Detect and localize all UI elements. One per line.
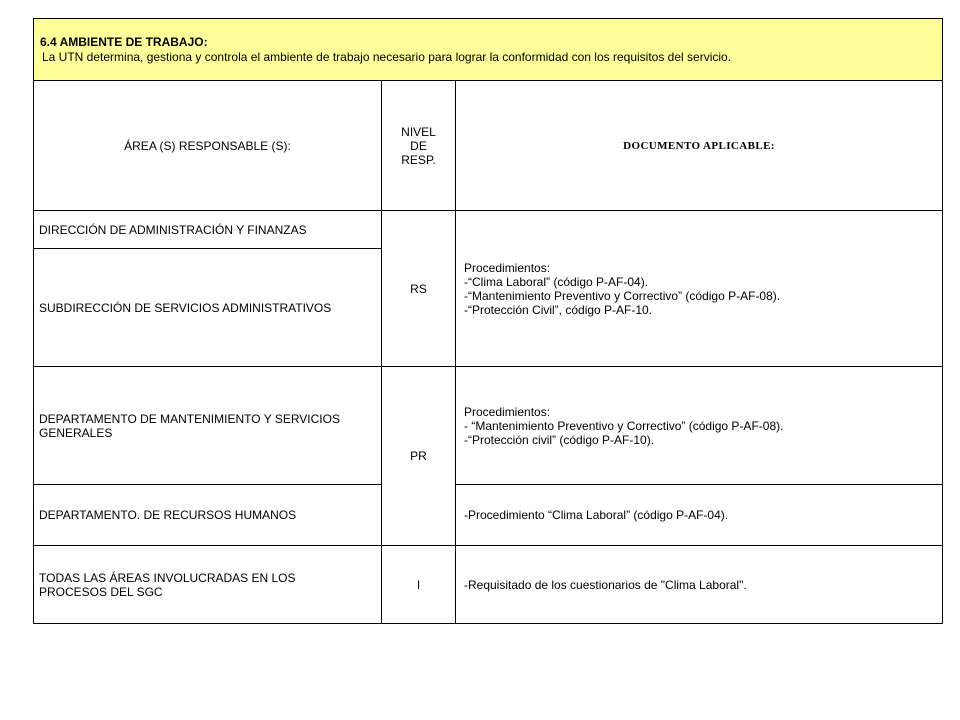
- level-value: RS: [410, 281, 427, 296]
- column-header-level-line: RESP.: [401, 152, 436, 167]
- area-name-line: PROCESOS DEL SGC: [39, 584, 163, 599]
- section-title: 6.4 AMBIENTE DE TRABAJO:: [40, 35, 208, 49]
- document-line: -Requisitado de los cuestionarios de "Clima Laboral".: [464, 577, 747, 592]
- document-line: - “Mantenimiento Preventivo y Correctivo” (código P-AF-08).: [464, 418, 784, 433]
- area-name-line: DEPARTAMENTO DE MANTENIMIENTO Y SERVICIOS: [39, 411, 340, 426]
- document-line: Procedimientos:: [464, 404, 551, 419]
- document-line: -“Protección Civil”, código P-AF-10.: [464, 302, 653, 317]
- column-header-row: [34, 81, 943, 211]
- column-header-area-label: ÁREA (S) RESPONSABLE (S):: [124, 138, 291, 153]
- area-cell: [34, 211, 382, 249]
- area-cell: [34, 249, 382, 367]
- area-name-line: TODAS LAS ÁREAS INVOLUCRADAS EN LOS: [39, 570, 296, 585]
- document-line: -“Clima Laboral” (código P-AF-04).: [464, 274, 649, 289]
- level-value: I: [416, 577, 421, 592]
- table-row: [34, 546, 943, 624]
- document-cell: [456, 211, 943, 367]
- level-cell: [382, 367, 456, 546]
- column-header-document-label: DOCUMENTO APLICABLE:: [623, 140, 775, 152]
- document-cell: [456, 485, 943, 546]
- table-row: [34, 211, 943, 249]
- column-header-level-line: DE: [410, 138, 427, 153]
- section-header: [34, 19, 943, 81]
- document-cell: [456, 546, 943, 624]
- area-cell: [34, 546, 382, 624]
- level-value: PR: [410, 449, 427, 463]
- area-name-line: GENERALES: [39, 425, 113, 440]
- level-cell: [382, 211, 456, 367]
- column-header-document: [456, 81, 943, 211]
- area-name: SUBDIRECCIÓN DE SERVICIOS ADMINISTRATIVOS: [39, 300, 332, 315]
- column-header-area: [34, 81, 382, 211]
- document-line: Procedimientos:: [464, 260, 551, 275]
- procedure-table: [33, 18, 943, 624]
- column-header-level: [382, 81, 456, 211]
- table-row: [34, 367, 943, 485]
- section-header-row: [34, 19, 943, 81]
- area-name: DIRECCIÓN DE ADMINISTRACIÓN Y FINANZAS: [39, 222, 307, 237]
- table-row: [34, 485, 943, 546]
- document-line: -“Protección civil” (código P-AF-10).: [464, 432, 655, 447]
- document-line: -“Mantenimiento Preventivo y Correctivo” (código P-AF-08).: [464, 288, 781, 303]
- area-cell: [34, 367, 382, 485]
- area-name: DEPARTAMENTO. DE RECURSOS HUMANOS: [39, 508, 297, 522]
- document-line: -Procedimiento “Clima Laboral” (código P-AF-04).: [464, 508, 729, 522]
- area-cell: [34, 485, 382, 546]
- column-header-level-line: NIVEL: [401, 124, 436, 139]
- document-cell: [456, 367, 943, 485]
- level-cell: [382, 546, 456, 624]
- section-description: La UTN determina, gestiona y controla el ambiente de trabajo necesario para lograr la conformidad con los requisitos del servicio.: [42, 50, 732, 64]
